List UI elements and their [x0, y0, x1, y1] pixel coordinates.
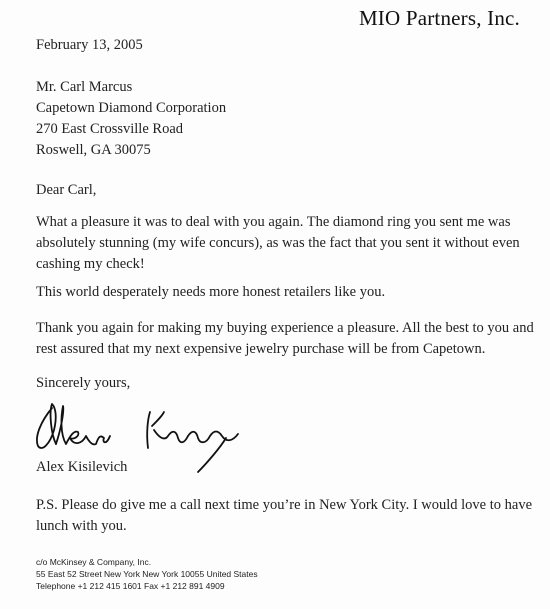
recipient-company: Capetown Diamond Corporation — [36, 100, 227, 116]
closing-phrase: Sincerely yours, — [36, 375, 131, 391]
footer-line-1: c/o McKinsey & Company, Inc. — [36, 557, 152, 567]
footer-line-3: Telephone +1 212 415 1601 Fax +1 212 891 4909 — [36, 581, 225, 591]
postscript: P.S. Please do give me a call next time you’re in New York City. I would love to have lunch with you. — [36, 497, 533, 534]
recipient-name: Mr. Carl Marcus — [36, 79, 133, 95]
body-paragraph-3: Thank you again for making my buying experience a pleasure. All the best to you and rest assured that my next expensive jewelry purchase will be from Capetown. — [36, 320, 534, 357]
body-paragraph-1: What a pleasure it was to deal with you again. The diamond ring you sent me was absolutely stunning (my wife concurs), as was the fact that you sent it without even cashing my check! — [36, 214, 520, 272]
letter-date: February 13, 2005 — [36, 37, 143, 53]
recipient-address — [36, 77, 226, 161]
letterhead-footer — [36, 556, 258, 592]
recipient-city-state-zip: Roswell, GA 30075 — [36, 142, 151, 158]
recipient-street: 270 East Crossville Road — [36, 121, 184, 137]
footer-line-2: 55 East 52 Street New York New York 10055 United States — [36, 569, 258, 579]
salutation: Dear Carl, — [36, 182, 97, 198]
letterhead-company-name: MIO Partners, Inc. — [358, 6, 520, 30]
signer-name: Alex Kisilevich — [36, 459, 128, 475]
body-paragraph-2: This world desperately needs more honest retailers like you. — [36, 284, 386, 300]
